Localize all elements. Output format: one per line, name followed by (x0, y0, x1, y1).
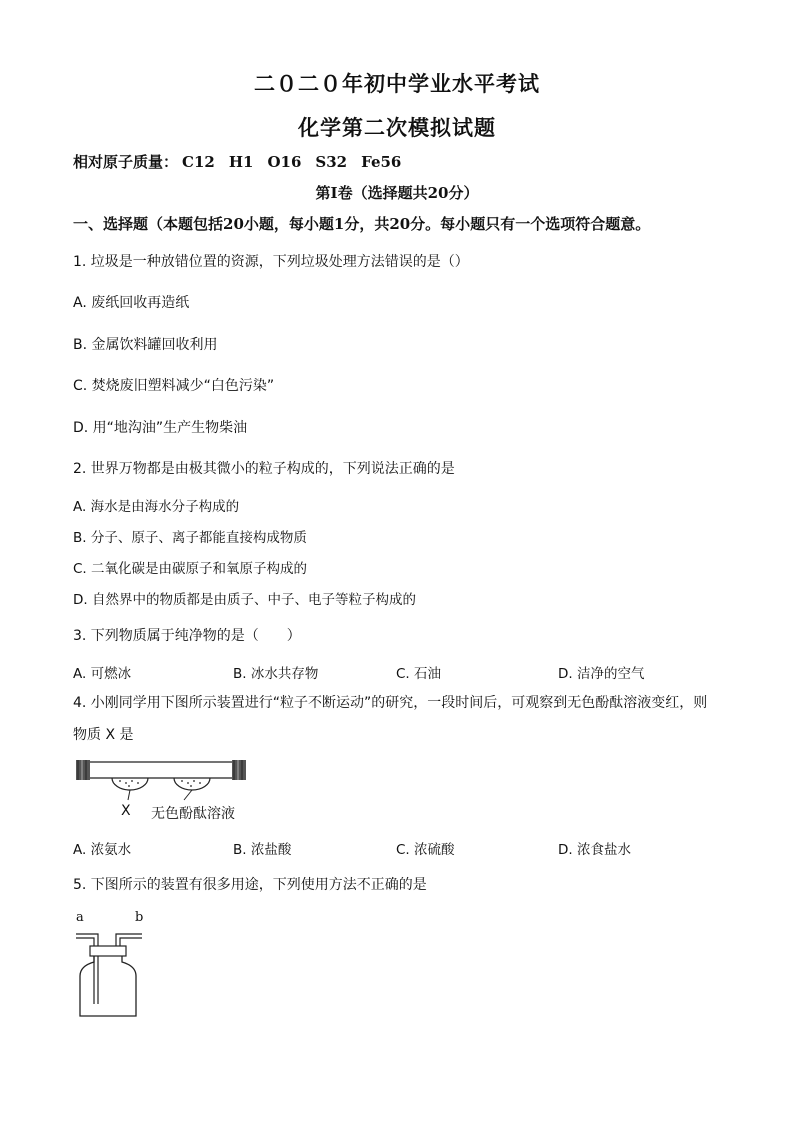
question-1-option-c: C. 焚烧废旧塑料减少“白色污染” (73, 378, 275, 394)
question-4-option-c: C. 浓硫酸 (396, 842, 455, 858)
label-b: b (135, 910, 144, 925)
question-4-stem-line2: 物质 X 是 (73, 727, 134, 743)
page-subtitle: 化学第二次模拟试题 (298, 115, 496, 140)
atomic-mass-line (73, 151, 415, 172)
atomic-mass-fe: Fe56 (361, 153, 402, 171)
question-4-option-d: D. 浓食盐水 (558, 842, 631, 858)
volume-heading: 第Ⅰ卷（选择题共20分） (315, 184, 479, 202)
atomic-mass-s: S32 (315, 153, 348, 171)
question-5-stem: 5. 下图所示的装置有很多用途，下列使用方法不正确的是 (73, 877, 427, 893)
question-2-option-d: D. 自然界中的物质都是由质子、中子、电子等粒子构成的 (73, 592, 416, 608)
label-a: a (76, 910, 84, 925)
atomic-mass-h: H1 (228, 153, 254, 171)
question-3-option-a: A. 可燃冰 (73, 666, 132, 682)
question-3-stem: 3. 下列物质属于纯净物的是（ ） (73, 628, 301, 644)
question-4-stem-line1: 4. 小刚同学用下图所示装置进行“粒子不断运动”的研究，一段时间后，可观察到无色酚酞溶液变红，则 (73, 695, 708, 711)
page-title: 二０二０年初中学业水平考试 (254, 71, 540, 96)
question-1-option-a: A. 废纸回收再造纸 (73, 295, 190, 311)
gas-bottle (80, 956, 136, 1016)
right-dish (174, 778, 210, 790)
left-dish (112, 778, 148, 790)
section-instruction: 一、选择题（本题包括20小题，每小题1分，共20分。每小题只有一个选项符合题意。 (73, 215, 651, 233)
glass-tube-diagram (74, 756, 254, 806)
question-1-option-d: D. 用“地沟油”生产生物柴油 (73, 420, 248, 436)
question-1-stem: 1. 垃圾是一种放错位置的资源，下列垃圾处理方法错误的是（） (73, 254, 469, 270)
question-2-option-b: B. 分子、原子、离子都能直接构成物质 (73, 530, 307, 546)
bottle-stopper (90, 946, 126, 956)
question-3-option-d: D. 洁净的空气 (558, 666, 645, 682)
question-4-option-b: B. 浓盐酸 (233, 842, 292, 858)
question-3-option-c: C. 石油 (396, 666, 442, 682)
atomic-mass-label: 相对原子质量： (73, 153, 179, 171)
question-2-stem: 2. 世界万物都是由极其微小的粒子构成的，下列说法正确的是 (73, 461, 455, 477)
leader-solution (184, 790, 192, 800)
leader-x (128, 790, 130, 800)
question-2-option-c: C. 二氧化碳是由碳原子和氧原子构成的 (73, 561, 308, 577)
question-3-option-b: B. 冰水共存物 (233, 666, 319, 682)
tube-a (76, 934, 98, 1004)
atomic-mass-o: O16 (267, 153, 302, 171)
gas-bottle-diagram (70, 924, 150, 1024)
label-x: X (121, 803, 131, 819)
atomic-mass-c: C12 (182, 153, 215, 171)
question-4-option-a: A. 浓氨水 (73, 842, 132, 858)
question-1-option-b: B. 金属饮料罐回收利用 (73, 337, 218, 353)
question-2-option-a: A. 海水是由海水分子构成的 (73, 499, 240, 515)
label-phenolphthalein: 无色酚酞溶液 (151, 806, 235, 822)
